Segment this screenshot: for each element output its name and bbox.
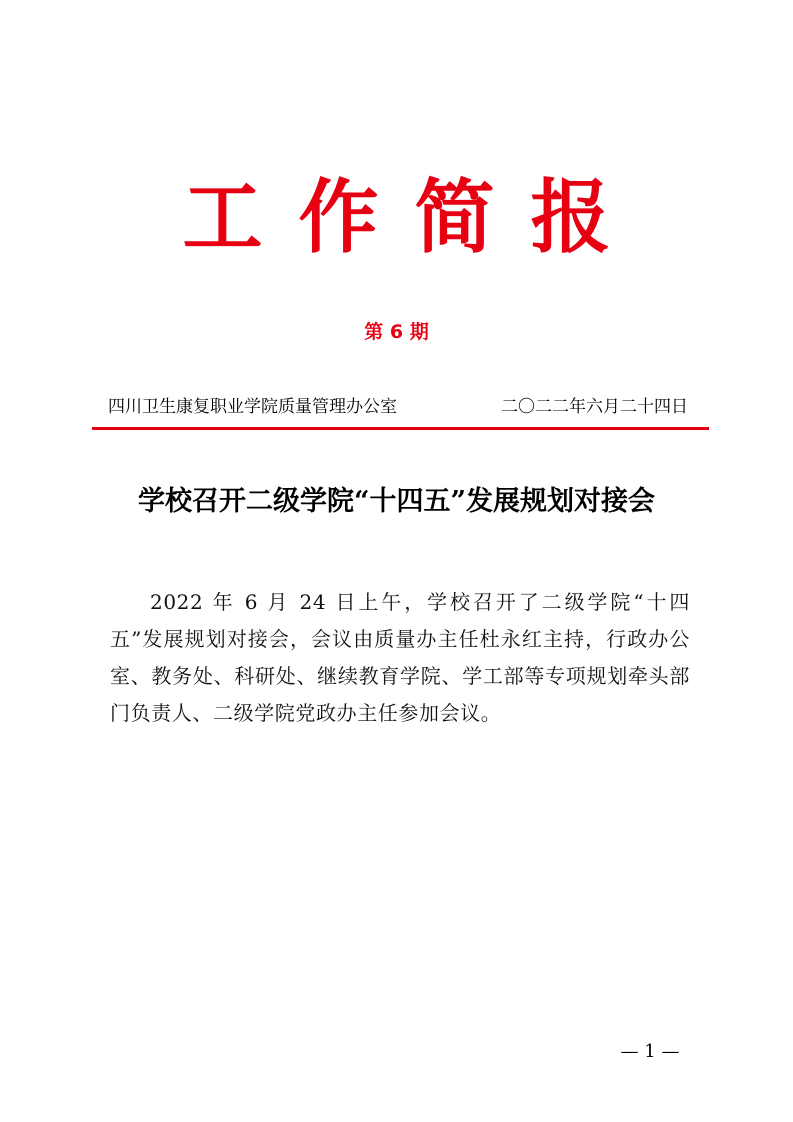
meta-row [108,392,688,422]
issue-number: 第 6 期 [364,321,429,343]
article-title: 学校召开二级学院“十四五”发展规划对接会 [137,486,656,517]
issue-date: 二〇二二年六月二十四日 [501,397,688,417]
issuing-organization: 四川卫生康复职业学院质量管理办公室 [108,397,397,417]
masthead-title: 工作简报 [182,171,647,264]
red-divider-line [92,427,709,430]
page-number: — 1 — [620,1041,680,1062]
article-paragraph: 2022 年 6 月 24 日上午，学校召开了二级学院“十四五”发展规划对接会，会议由质量办主任杜永红主持，行政办公室、教务处、科研处、继续教育学院、学工部等专项规划牵头部门负责人、二级学院党政办主任参加会议。 [110,590,690,725]
